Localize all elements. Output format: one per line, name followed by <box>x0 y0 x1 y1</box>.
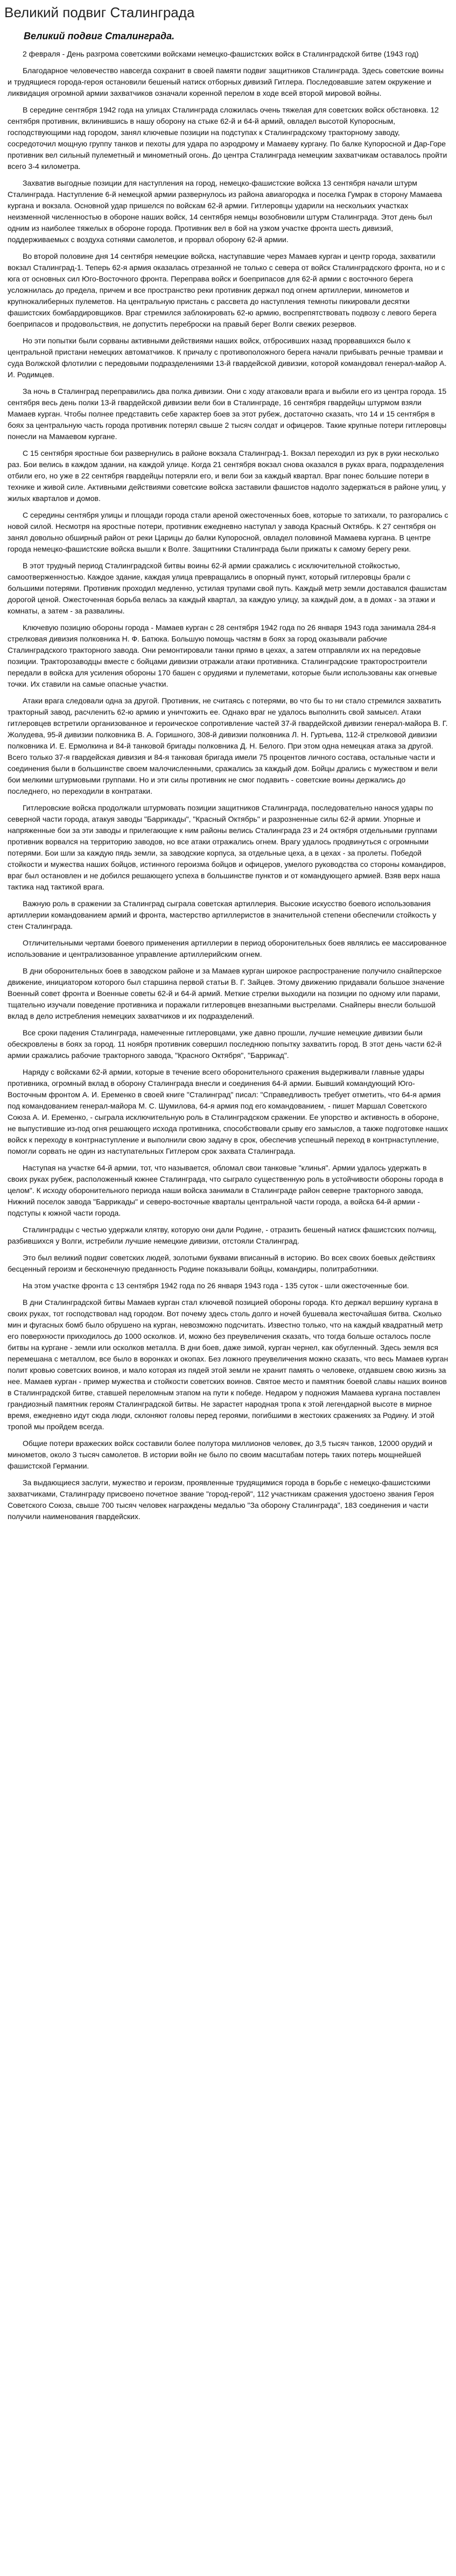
paragraph: За ночь в Сталинград переправились два полка дивизии. Они с ходу атаковали врага и выбили его из центра города. 15 сентября весь день полки 13-й гвардейской дивизии вели бои в Сталинграде, 16 сентября гвардейцы штурмом взяли Мамаев курган. Чтобы полнее представить себе характер боев за этот рубеж, достаточно сказать, что 14 и 15 сентября в боях за центральную часть города противник потерял свыше 2 тысяч солдат и офицеров. Такие крупные потери гитлеровцы понесли на Мамаевом кургане. <box>8 387 447 441</box>
paragraph: Наступая на участке 64-й армии, тот, что называется, обломал свои танковые "клинья". Армии удалось удержать в своих руках рубеж, расположенный южнее Сталинграда, что сыграло существенную роль в устойчивости обороны города в целом". К исходу оборонительного периода наши войска занимали в Сталинграде район северне тракторного завода, Нижний поселок завода "Баррикады" и северо-восточные кварталы центральной части города, а войска 64-й армии - подступы к южной части города. <box>8 1163 444 1217</box>
paragraph: С 15 сентября яростные бои развернулись в районе вокзала Сталинград-1. Вокзал переходил из рук в руки несколько раз. Бои велись в каждом здании, на каждой улице. Когда 21 сентября вокзал снова оказался в руках врага, подразделения отбили его, но уже в 22 сентября гвардейцы потеряли его, и вели бои за каждый квартал. Враг понес большие потери в технике и живой силе. Активными действиями советские войска заставили фашистов надолго задержаться в районе улиц, у жилых кварталов и домов. <box>8 449 446 503</box>
paragraph: Отличительными чертами боевого применения артиллерии в период оборонительных боев являлись ее массированное использование и централизованное управление артиллерийским огнем. <box>8 938 447 958</box>
paragraph: Во второй половине дня 14 сентября немецкие войска, наступавшие через Мамаев курган и центр города, захватили вокзал Сталинград-1. Теперь 62-я армия оказалась отрезанной не только с севера от войск Сталинградского фронта, но и с юга от основных сил Юго-Восточного фронта. Переправа войск и боеприпасов для 62-й армии с восточного берега усложнилась до предела, причем и все пространство реки противник держал под огнем артиллерии, минометов и крупнокалиберных пулеметов. На центральную пристань с рассвета до наступления темноты пикировали десятки фашистских бомбардировщиков. Враг стремился заблокировать 62-ю армию, воспрепятствовать подвозу с левого берега боеприпасов и продовольствия, не допустить переброски на правый берег Волги свежих резервов. <box>8 252 445 328</box>
page-title: Великий подвиг Сталинграда <box>4 4 195 20</box>
paragraph: Захватив выгодные позиции для наступления на город, немецко-фашистские войска 13 сентября начали штурм Сталинграда. Наступление 6-й немецкой армии развернулось из района авиагородка и поселка Гумрак в сторону Мамаева кургана и вокзала. Основной удар пришелся по войскам 62-й армии. Гитлеровцы ударили на нескольких участках неизменной численностью в обороне наших войск, 14 сентября немцы возобновили штурм Сталинграда. Этот день был одним из наиболее тяжелых в обороне города. Противник вел в бой на узком участке фронта шесть дивизий, поддерживаемых с воздуха сотнями самолетов, и прорвал оборону 62-й армии. <box>8 179 443 244</box>
paragraph: Все сроки падения Сталинграда, намеченные гитлеровцами, уже давно прошли, лучшие немецкие дивизии были обескровлены в боях за город. 11 ноября противник совершил последнюю попытку захватить город. В этот день части 62-й армии сражались рабочие тракторного завода, "Красного Октября", "Баррикад". <box>8 1028 442 1060</box>
paragraph: Наряду с войсками 62-й армии, которые в течение всего оборонительного сражения выдерживали главные удары противника, огромный вклад в оборону Сталинграда внесли и соединения 64-й армии. Бывший командующий Юго-Восточным фронтом А. И. Еременко в своей книге "Сталинград" писал: "Справедливость требует отметить, что 64-я армия под командованием генерал-майора М. С. Шумилова, 64-я армия под его командованием, - пишет Маршал Советского Союза А. И. Еременко, - сыграла исключительную роль в Сталинградском сражении. Ее упорство и активность в обороне, не выпустившие из-под огня решающего исхода противника, способствовали срыву его замыслов, а также подготовке наших войск к переходу в контрнаступление и выполнили свою задачу в срок, обеспечив успешный переход в контрнаступление, помогли сорвать не один из наступательных Гитлером срок захвата Сталинграда. <box>8 1068 448 1155</box>
paragraph: Это был великий подвиг советских людей, золотыми буквами вписанный в историю. Во всех своих боевых действиях бесценный героизм и бесконечную преданность Родине показывали бойцы, командиры, политработники. <box>8 1253 436 1273</box>
paragraph: Но эти попытки были сорваны активными действиями наших войск, отбросивших назад прорвавшихся было к центральной пристани немецких автоматчиков. К причалу с противоположного берега начали прибывать речные трамваи и суда Волжской флотилии с передовыми подразделениями 13-й гвардейской дивизии, которой командовал генерал-майор А. И. Родимцев. <box>8 336 447 379</box>
paragraph: Важную роль в сражении за Сталинград сыграла советская артиллерия. Высокие искусство боевого использования артиллерии командованием армий и фронта, мастерство артиллеристов в значительной степени обеспечили стойкость у стен Сталинграда. <box>8 899 437 930</box>
paragraph: Общие потери вражеских войск составили более полутора миллионов человек, до 3,5 тысяч танков, 12000 орудий и минометов, около 3 тысяч самолетов. В истории войн не было по своим масштабам потерь таких потерь мощнейшей фашистской Германии. <box>8 1439 433 1470</box>
paragraph: Благодарное человечество навсегда сохранит в своей памяти подвиг защитников Сталинграда. Здесь советские воины и трудящиеся города-героя остановили бешеный натиск отборных дивизий Гитлера. Последовавшие затем окружение и ликвидация огромной армии захватчиков означали коренной перелом в ходе всей второй мировой войны. <box>8 66 444 97</box>
article-body <box>0 21 456 1522</box>
paragraph: В дни оборонительных боев в заводском районе и за Мамаев курган широкое распространение получило снайперское движение, инициатором которого был старшина первой статьи В. Г. Зайцев. Этому движению придавали большое значение Военный совет фронта и Военные советы 62-й и 64-й армий. Меткие стрелки выходили на позиции по одному или парами, тщательно изучали поведение противника и поражали гитлеровцев внезапными выстрелами. Снайперы внесли большой вклад в дело истребления немецких захватчиков и их подразделений. <box>8 966 445 1020</box>
paragraph: В дни Сталинградской битвы Мамаев курган стал ключевой позицией обороны города. Кто держал вершину кургана в своих руках, тот господствовал над городом. Вот почему здесь столь долго и ночей бушевала жесточайшая битва. Сколько мин и фугасных бомб было обрушено на курган, невозможно подсчитать. Известно только, что на каждый квадратный метр его поверхности приходилось до 1000 осколков. И, можно без преувеличения сказать, что тогда больше осталось после битвы на кургане - земли или осколков металла. В дни боев, даже зимой, курган чернел, как обугленный. Здесь земля вся перемешана с металлом, все было в воронках и окопах. Без ложного преувеличения можно сказать, что весь Мамаев курган полит кровью советских воинов, и мало которая из пядей этой земли не хранит память о человеке, отдавшем свою жизнь за нее. Мамаев курган - пример мужества и стойкости советских воинов. Святое место и памятник боевой славы наших воинов в Сталинградской битве, ставшей переломным этапом на пути к победе. Недаром у подножия Мамаева кургана поставлен грандиозный памятник героям Сталинградской битвы. Не зарастет народная тропа к этой легендарной высоте в мирное время, ежедневно идут сюда люди, склоняют головы перед героями, погибшими в жестоких сражениях за Родину. И этой тропой мы пройдем всегда. <box>8 1298 448 1431</box>
paragraph: С середины сентября улицы и площади города стали ареной ожесточенных боев, которые то затихали, то разгорались с новой силой. Несмотря на яростные потери, противник ежедневно наступал у завода Красный Октябрь. К 27 сентября он занял довольно обширный район от реки Царицы до балки Купоросной, овладел половиной Мамаева кургана. В центре города немецко-фашистские войска вышли к Волге. Защитники Сталинграда были прижаты к самому берегу реки. <box>8 511 448 553</box>
paragraph: 2 февраля - День разгрома советскими войсками немецко-фашистских войск в Сталинградской битве (1943 год) <box>23 50 419 58</box>
paragraph: На этом участке фронта с 13 сентября 1942 года по 26 января 1943 года - 135 суток - шли ожесточенные бои. <box>23 1281 409 1290</box>
paragraph: В середине сентября 1942 года на улицах Сталинграда сложилась очень тяжелая для советских войск обстановка. 12 сентября противник, вклинившись в нашу оборону на стыке 62-й и 64-й армий, овладел высотой Купоросным, господствующими над городом, занял ключевые позиции на подступах к Сталинградскому тракторному заводу, сосредоточил мощную группу танков и пехоты для удара по аэродрому и Мамаеву кургану. По балке Купоросной и Дар-Горе противник вел сильный пулеметный и минометный огонь. До центра Сталинграда немецким захватчикам оставалось пройти всего 3-4 километра. <box>8 105 447 171</box>
article-subtitle: Великий подвиг Сталинграда. <box>24 31 175 41</box>
paragraph: В этот трудный период Сталинградской битвы воины 62-й армии сражались с исключительной стойкостью, самоотверженностью. Каждое здание, каждая улица превращались в опорный пункт, который гитлеровцы брали с большими потерями. Противник проходил медленно, устилая трупами свой путь. Каждый метр земли доставался фашистам дорогой ценой. Ожесточенная борьба велась за каждый квартал, за каждую улицу, за каждый дом, а в домах - за этажи и комнаты, а затем - за развалины. <box>8 561 447 615</box>
paragraph: Ключевую позицию обороны города - Мамаев курган с 28 сентября 1942 года по 26 января 1943 года занимала 284-я стрелковая дивизия полковника Н. Ф. Батюка. Большую помощь частям в боях за город оказывали рабочие Сталинградского тракторного завода. Они ремонтировали танки прямо в цехах, а затем отправляли их на передовые позиции. Тракторозаводцы вместе с бойцами дивизии отражали атаки противника. Сталинградские тракторостроители передали в войска для усиления обороны 170 башен с орудиями и пулеметами, которые были использованы как огневые точки. Их ставили на самые опасные участки. <box>8 623 437 688</box>
paragraph: Атаки врага следовали одна за другой. Противник, не считаясь с потерями, во что бы то ни стало стремился захватить тракторный завод, расчленить 62-ю армию и уничтожить ее. Однако враг не удалось выполнить свой замысел. Атаки гитлеровцев встретили организованное и героическое сопротивление частей 37-й гвардейской дивизии генерал-майора В. Г. Жолудева, 95-й дивизии полковника В. А. Горишного, 308-й дивизии полковника Л. Н. Гуртьева, 112-й стрелковой дивизии полковника И. Е. Ермолкина и 84-й танковой бригады полковника Д. Н. Белого. При этом одна немецкая атака за другой. Всего только 37-я гвардейская дивизия и 84-я танковая бригада имели 75 процентов личного состава, остальные части и соединения были в большинстве своем малочисленными, сражались за каждый дом. Бойцы дрались с мужеством и вели бои мелкими штурмовыми группами. Но и эти силы противник не смог подавить - советские воины держались до последнего, но переходили в контратаки. <box>8 696 448 795</box>
paragraph: Гитлеровские войска продолжали штурмовать позиции защитников Сталинграда, последовательно нанося удары по северной части города, атакуя заводы "Баррикады", "Красный Октябрь" и разрозненные силы 62-й армии. Упорные и напряженные бои за эти заводы и прилегающие к ним районы велись Сталинграда 23 и 24 октября отдельными группами противник ворвался на территорию заводов, но все атаки отражались огнем. Врагу удалось продвинуться с огромными потерями. Бои шли за каждую пядь земли, за заводские корпуса, за отдельные цеха, а в цехах - за пролеты. Победой стойкости и мужества наших бойцов, истинного героизма бойцов и офицеров, умелого руководства со стороны командиров, враг был остановлен и не добился решающего успеха в большинстве пунктов и от командующего армией. Взяв верх наша тактика над тактикой врага. <box>8 803 446 891</box>
paragraph: За выдающиеся заслуги, мужество и героизм, проявленные трудящимися города в борьбе с немецко-фашистскими захватчиками, Сталинграду присвоено почетное звание "город-герой", 112 участникам сражения удостоено звания Героя Советского Союза, свыше 700 тысяч человек награждены медалью "За оборону Сталинграда", 183 соединения и части получили наименования гвардейских. <box>8 1478 434 1521</box>
paragraph: Сталинградцы с честью удержали клятву, которую они дали Родине, - отразить бешеный натиск фашистских полчищ, разбившихся у Волги, истребили лучшие немецкие дивизии, отстояли Сталинград. <box>8 1225 437 1245</box>
